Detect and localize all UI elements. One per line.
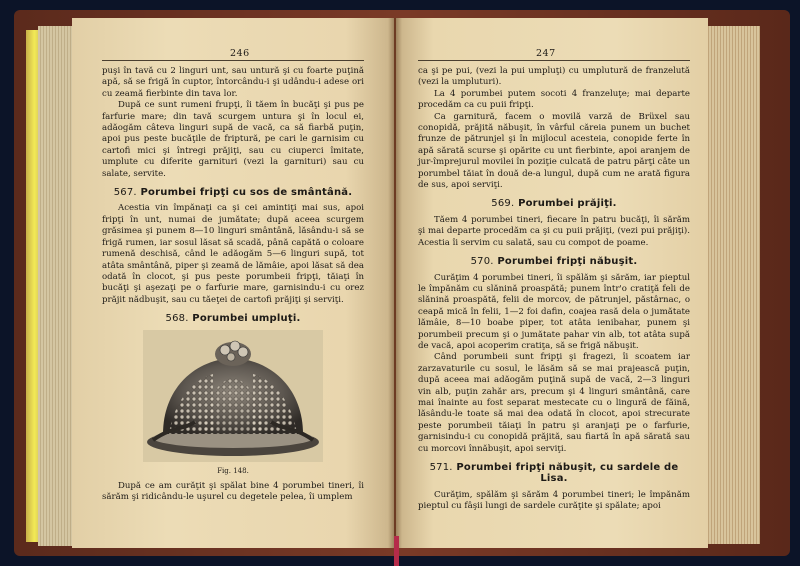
recipe-569-text: Tăem 4 porumbei tineri, fiecare în patru bucăţi, îi sărăm şi mai departe procedăm ca şi cu puii prăjiţi, (vezi pui prăjiţi). Acestia îi servim cu salată, sau cu compot de poame. [418, 214, 690, 248]
stuffed-pigeons-illustration [143, 330, 323, 462]
left-paragraph-2: După ce sunt rumeni frupţi, îi tăem în bucăţi şi pus pe farfurie mare; din tavă scurgem untura şi în locul ei, adăogăm câteva linguri supă de vacă, ca să fiarbă puţin, apoi pus peste bucăţile de friptură, pe cari le garnisim cu cartofi mici şi întregi prăjiţi, sau cu ciuperci îmitate, umplute cu diferite garnituri (vezi la garnituri) sau cu salate, servite. [102, 100, 364, 179]
recipe-567-number: 567. [113, 187, 137, 199]
recipe-571-text: Curăţim, spălăm şi sărăm 4 porumbei tineri; le împănăm pieptul cu fâşii lungi de sardele curăţite şi spălate; apoi [418, 489, 690, 512]
right-page [396, 18, 708, 548]
recipe-570-text-1: Curăţim 4 porumbei tineri, îi spălăm şi sărăm, iar pieptul le împănăm cu slănină proaspătă; punem într'o cratiţă feli de slănină proaspătă, felii de morcov, de pătrunjel, păstârnac, o ceapă mică în felii, 1—2 foi dafin, coajea rasă dela o jumătate lămâie, 8—10 boabe piper, tot atâta ienibahar, punem şi porumbeii precum şi o jumătate pahar vin alb, tot atâta supă de vacă, apoi acoperim cratiţa, să se frigă năbuşit. [418, 272, 690, 351]
recipe-570-number: 570. [470, 256, 494, 268]
right-paragraph-3: Ca garnitură, facem o movilă varză de Brüxel sau conopidă, prăjită năbuşit, în vârful căreia punem un buchet frunze de pătrunjel şi în mijlocul acesteia, conopide ferte în apă sărată scurse şi opărite cu unt fierbinte, apoi aranjem de jur-împrejurul movilei în poziţie culcată de patru părţi câte un porumbel tăiat în două de-a lungul, după cum ne arată figura de sus, apoi serviţi. [418, 111, 690, 191]
left-header-rule [102, 60, 364, 61]
stuffed-pigeons-drawing [143, 330, 323, 462]
right-paragraph-2: La 4 porumbei putem socoti 4 franzeluţe; mai departe procedăm ca cu puii fripţi. [418, 88, 690, 111]
recipe-571-heading [418, 462, 690, 485]
recipe-568-number: 568. [165, 313, 189, 325]
right-page-number: 247 [536, 48, 556, 59]
right-header-rule [418, 60, 690, 61]
recipe-568-title: Porumbei umpluţi. [192, 313, 301, 325]
left-page-number: 246 [230, 48, 250, 59]
recipe-571-title: Porumbei fripţi năbuşit, cu sardele de Lisa. [456, 462, 679, 485]
recipe-567-title: Porumbei fripţi cu sos de smântână. [140, 187, 353, 199]
left-intro-paragraph: puşi în tavă cu 2 linguri unt, sau untură şi cu foarte puţină apă, să se frigă în cuptor, întorcându-i şi udându-i adese ori cu zeamă fierbinte din tava lor. [102, 66, 364, 99]
recipe-569-number: 569. [491, 198, 515, 210]
recipe-570-title: Porumbei fripţi năbuşit. [497, 256, 638, 268]
right-intro-paragraph: ca şi pe pui, (vezi la pui umpluţi) cu umplutură de franzelută (vezi la umpluturi). [418, 66, 690, 88]
recipe-568-heading [102, 313, 364, 324]
recipe-570-heading [418, 256, 690, 267]
right-page-stack [700, 26, 760, 544]
left-page [72, 18, 394, 548]
recipe-569-title: Porumbei prăjiţi. [518, 198, 617, 210]
recipe-568-text: După ce am curăţit şi spălat bine 4 porumbei tineri, îi sărăm şi ridicându-le uşurel cu degetele pelea, îi umplem [102, 480, 364, 503]
recipe-567-heading [102, 187, 364, 198]
recipe-571-number: 571. [429, 462, 453, 473]
recipe-569-heading [418, 198, 690, 209]
book-gutter [388, 18, 402, 548]
bookmark-ribbon [394, 536, 399, 566]
recipe-570-text-2: Când porumbeii sunt fripţi şi fragezi, îi scoatem iar zarzavaturile cu sosul, le lăsăm să se mai prajească puţin, după aceea mai adăogăm puţină supă de vacă, 2—3 linguri vin alb, puţin zahăr ars, precum şi 4 linguri smântână, care mai înainte au fost separat mestecate cu o lingură de făină, lăsându-le toate să mai dea odată în clocot, apoi strecurate peste porumbeii tăiaţi în patru şi aranjaţi pe o farfurie, garnisindu-i cu conopidă prăjită, sau fiartă în apă sărată sau cu morcovi înnăbuşit, apoi serviţi. [418, 352, 690, 454]
recipe-567-text: Acestia vin împănaţi ca şi cei amintiţi mai sus, apoi fripţi în unt, numai de jumătate; după aceea scurgem grăsimea şi punem 8—10 linguri smântână, lăsându-i să se frigă rumen, iar sosul lăsat să scadă, până capătă o coloare rumenă deschisă, când le adăogăm 5—6 linguri supă, tot atâta smântână, piper şi zeamă de lămâie, apoi lăsat să dea odată în clocot, şi pus peste porumbeii fripţi, tăiaţi în bucăţi şi aşezaţi pe o farfurie mare, garnisindu-i cu orez prăjit nădbuşit, sau cu tăeţei de cartofi prăjiţi şi serviţi. [102, 203, 364, 305]
figure-caption: Fig. 148. [217, 466, 249, 475]
